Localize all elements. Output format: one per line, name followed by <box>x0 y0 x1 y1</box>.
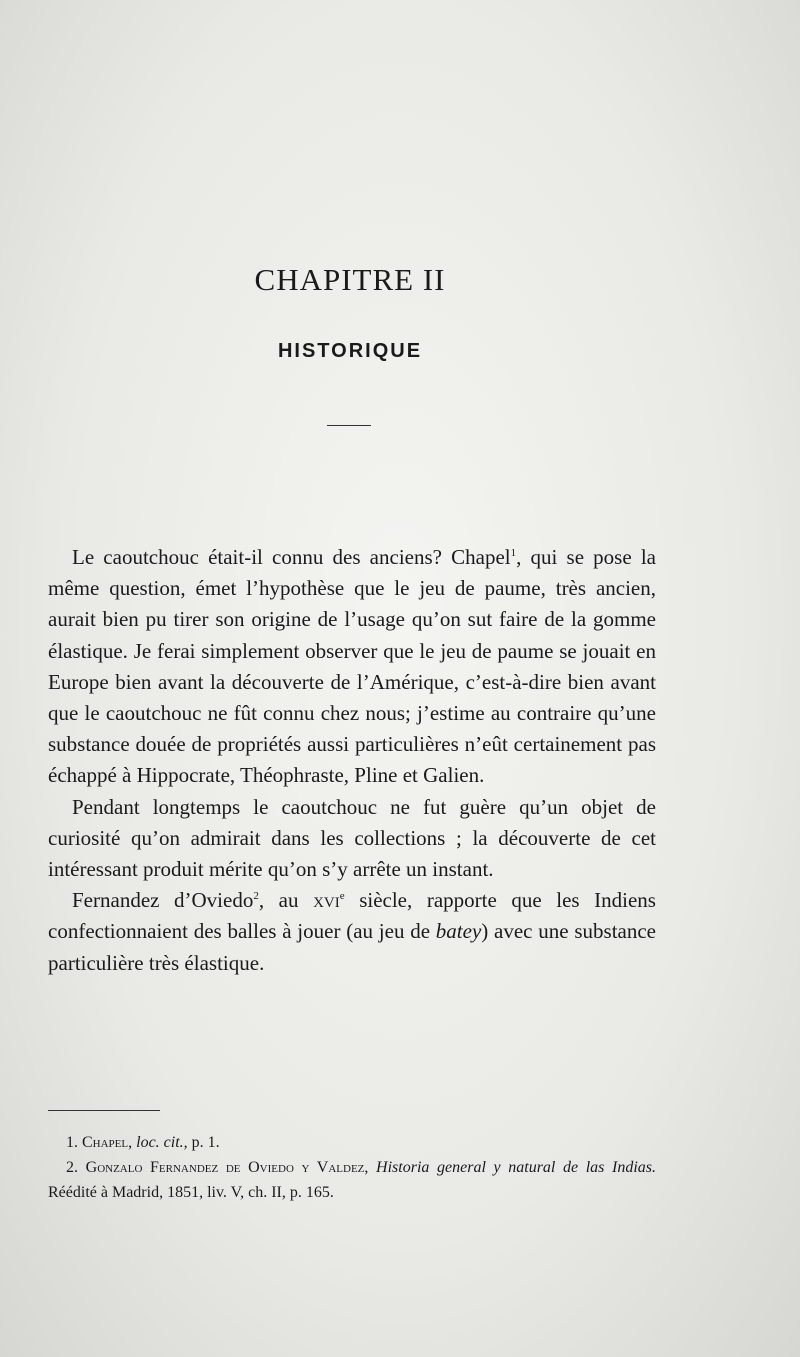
footnote-ref-2: 2 <box>253 890 259 903</box>
section-title: HISTORIQUE <box>277 340 423 362</box>
footnote-ref-1: 1 <box>510 547 517 559</box>
footnote-1: 1. Chapel, loc. cit., p. 1. <box>66 1134 220 1151</box>
body-text <box>48 542 656 979</box>
footnote-divider <box>48 1110 160 1111</box>
paragraph-3: Fernandez d’Oviedo$^2$, au xvi$^e$ siècle, rapporte que les Indiens confectionnaient des balles à jouer (au jeu de batey) avec une substance particulière très élastique. <box>48 888 656 975</box>
paragraph-2: Pendant longtemps le caoutchouc ne fut guère qu’un objet de curiosité qu’on admirait dans les collections ; la découverte de cet intéressant produit mérite qu’on s’y arrête un instant. <box>48 794 656 882</box>
footnote-2: 2. Gonzalo Fernandez de Oviedo y Valdez, Historia general y natural de las Indias. Réédité à Madrid, 1851, liv. V, ch. II, p. 165. <box>48 1159 657 1201</box>
footnotes <box>48 1130 656 1205</box>
title-divider <box>327 425 371 426</box>
paragraph-1: Le caoutchouc était-il connu des anciens? Chapel$^1$, qui se pose la même question, émet l’hypothèse que le jeu de paume, très ancien, aurait bien pu tirer son origine de l’usage qu’on sut faire de la gomme élastique. Je ferai simplement observer que le jeu de paume se jouait en Europe bien avant la découverte de l’Amérique, c’est-à-dire bien avant que le caoutchouc ne fût connu chez nous; j’estime au contraire qu’une substance douée de propriétés aussi particulières n’eût certainement pas échappé à Hippocrate, Théophraste, Pline et Galien. <box>48 545 656 788</box>
chapter-title: CHAPITRE II <box>254 262 446 297</box>
